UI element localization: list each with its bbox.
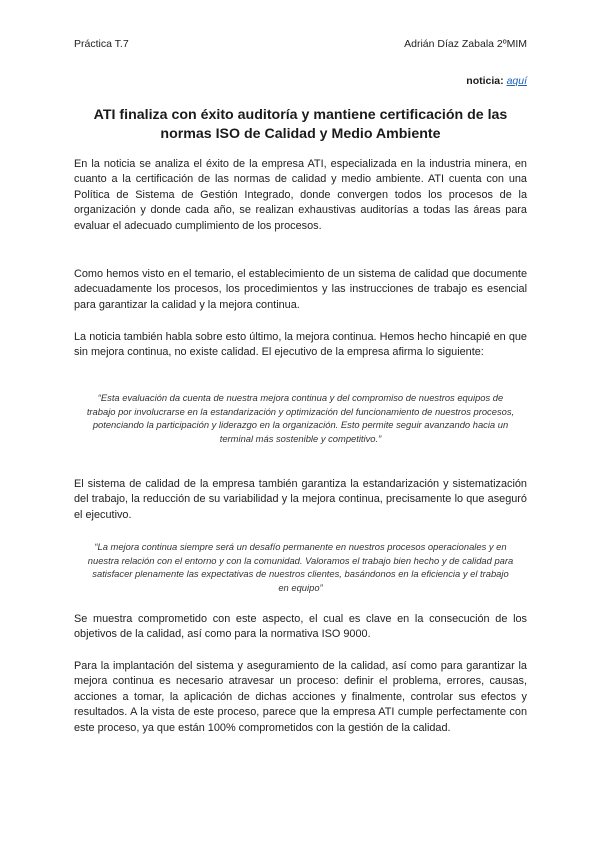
paragraph-4: El sistema de calidad de la empresa también garantiza la estandarización y sistematización del trabajo, la reducción de su variabilidad y la mejora continua, precisamente lo que aseguró el ejecutivo.	[74, 478, 527, 521]
header-right: Adrián Díaz Zabala 2ºMIM	[404, 38, 527, 50]
header-left: Práctica T.7	[74, 38, 129, 50]
paragraph-5: Se muestra comprometido con este aspecto, el cual es clave en la consecución de los objetivos de la calidad, así como para la normativa ISO 9000.	[74, 613, 527, 641]
quote-1: “Esta evaluación da cuenta de nuestra mejora continua y del compromiso de nuestros equipos de trabajo por involucrarse en la estandarización y optimización del funcionamiento de nuestros procesos, potenciando la participación y liderazgo en la organización. Esto permite seguir avanzando hacia un terminal más sostenible y competitivo.”	[86, 392, 515, 444]
paragraph-2: Como hemos visto en el temario, el establecimiento de un sistema de calidad que documente adecuadamente los procesos, los procedimientos y las instrucciones de trabajo es esencial para garantizar la calidad y la mejora continua.	[74, 268, 527, 311]
paragraph-6: Para la implantación del sistema y aseguramiento de la calidad, así como para garantizar la mejora continua es necesario atravesar un proceso: definir el problema, errores, causas, acciones a tomar, la aplicación de dichas acciones y finalmente, controlar sus efectos y resultados. A la vista de este proceso, parece que la empresa ATI cumple perfectamente con este proceso, ya que están 100% comprometidos con la gestión de la calidad.	[74, 660, 527, 734]
document-title: ATI finaliza con éxito auditoría y mantiene certificación de las normas ISO de Calidad y Medio Ambiente	[93, 107, 508, 142]
noticia-link[interactable]: aquí	[506, 75, 527, 87]
noticia-label: noticia:	[466, 75, 504, 87]
quote-2: “La mejora continua siempre será un desafío permanente en nuestros procesos operacionales y en nuestra relación con el entorno y con la comunidad. Valoramos el trabajo bien hecho y de calidad para satisfacer plenamente las expectativas de nuestros clientes, basándonos en la eficiencia y el trabajo en equipo”	[87, 541, 514, 593]
noticia-line	[466, 75, 527, 87]
paragraph-3: La noticia también habla sobre esto último, la mejora continua. Hemos hecho hincapié en que sin mejora continua, no existe calidad. El ejecutivo de la empresa afirma lo siguiente:	[74, 331, 527, 359]
paragraph-1: En la noticia se analiza el éxito de la empresa ATI, especializada en la industria minera, en cuanto a la certificación de las normas de calidad y medio ambiente. ATI cuenta con una Política de Sistema de Gestión Integrado, donde convergen todos los procesos de la organización y donde cada año, se realizan exhaustivas auditorías a todas las áreas para evaluar el adecuado cumplimiento de los procesos.	[74, 158, 527, 232]
